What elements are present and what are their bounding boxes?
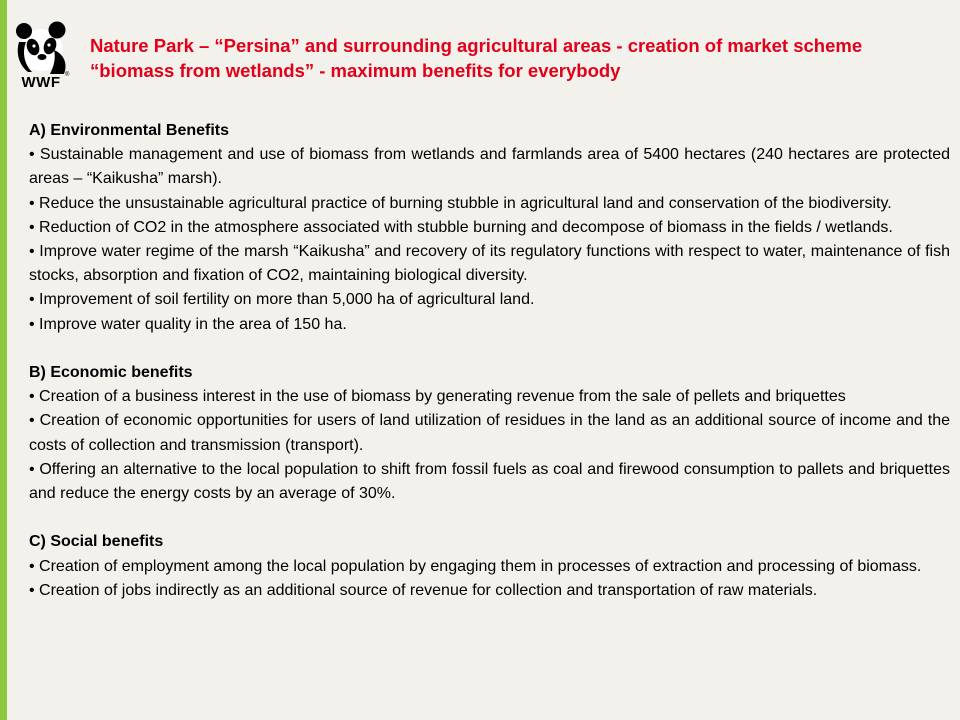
section-heading-economic: B) Economic benefits xyxy=(29,364,193,382)
bullet-item: • Improve water quality in the area of 150 ha. xyxy=(29,315,347,333)
panda-icon xyxy=(14,20,70,76)
bullet-item: • Reduction of CO2 in the atmosphere associated with stubble burning and decompose of biomass in the fields / wetlands. xyxy=(29,218,893,236)
page-title: Nature Park – “Persina” and surrounding agricultural areas - creation of market scheme “biomass from wetlands” - maximum benefits for everybody xyxy=(90,35,863,81)
section-spacer xyxy=(29,337,950,361)
logo-text: WWF xyxy=(21,74,61,91)
bullet-item: • Offering an alternative to the local population to shift from fossil fuels as coal and firewood consumption to pallets and briquettes and reduce the energy costs by an average of 30%. xyxy=(29,460,950,503)
bullet-item: • Sustainable management and use of biomass from wetlands and farmlands area of 5400 hectares (240 hectares are protected areas – “Kaikusha” marsh). xyxy=(29,146,950,188)
bullet-item: • Creation of jobs indirectly as an additional source of revenue for collection and transportation of raw materials. xyxy=(29,581,818,599)
bullet-item: • Creation of employment among the local population by engaging them in processes of extraction and processing of biomass. xyxy=(29,557,922,575)
section-heading-environmental: A) Environmental Benefits xyxy=(29,122,230,139)
bullet-item: • Improve water regime of the marsh “Kaikusha” and recovery of its regulatory functions with respect to water, maintenance of fish stocks, absorption and fixation of CO2, maintaining biological diversity. xyxy=(29,243,950,285)
accent-bar xyxy=(0,0,7,720)
section-heading-social: C) Social benefits xyxy=(29,533,164,551)
bullet-item: • Creation of economic opportunities for users of land utilization of residues in the land as an additional source of income and the costs of collection and transmission (transport). xyxy=(29,412,950,454)
bullet-item: • Improvement of soil fertility on more than 5,000 ha of agricultural land. xyxy=(29,291,535,309)
content-body xyxy=(29,119,950,603)
bullet-item: • Reduce the unsustainable agricultural practice of burning stubble in agricultural land and conservation of the biodiversity. xyxy=(29,194,892,212)
bullet-item: • Creation of a business interest in the use of biomass by generating revenue from the sale of pellets and briquettes xyxy=(29,388,846,406)
section-spacer xyxy=(29,506,950,530)
registered-mark: ® xyxy=(65,72,70,78)
wwf-logo xyxy=(14,20,70,92)
